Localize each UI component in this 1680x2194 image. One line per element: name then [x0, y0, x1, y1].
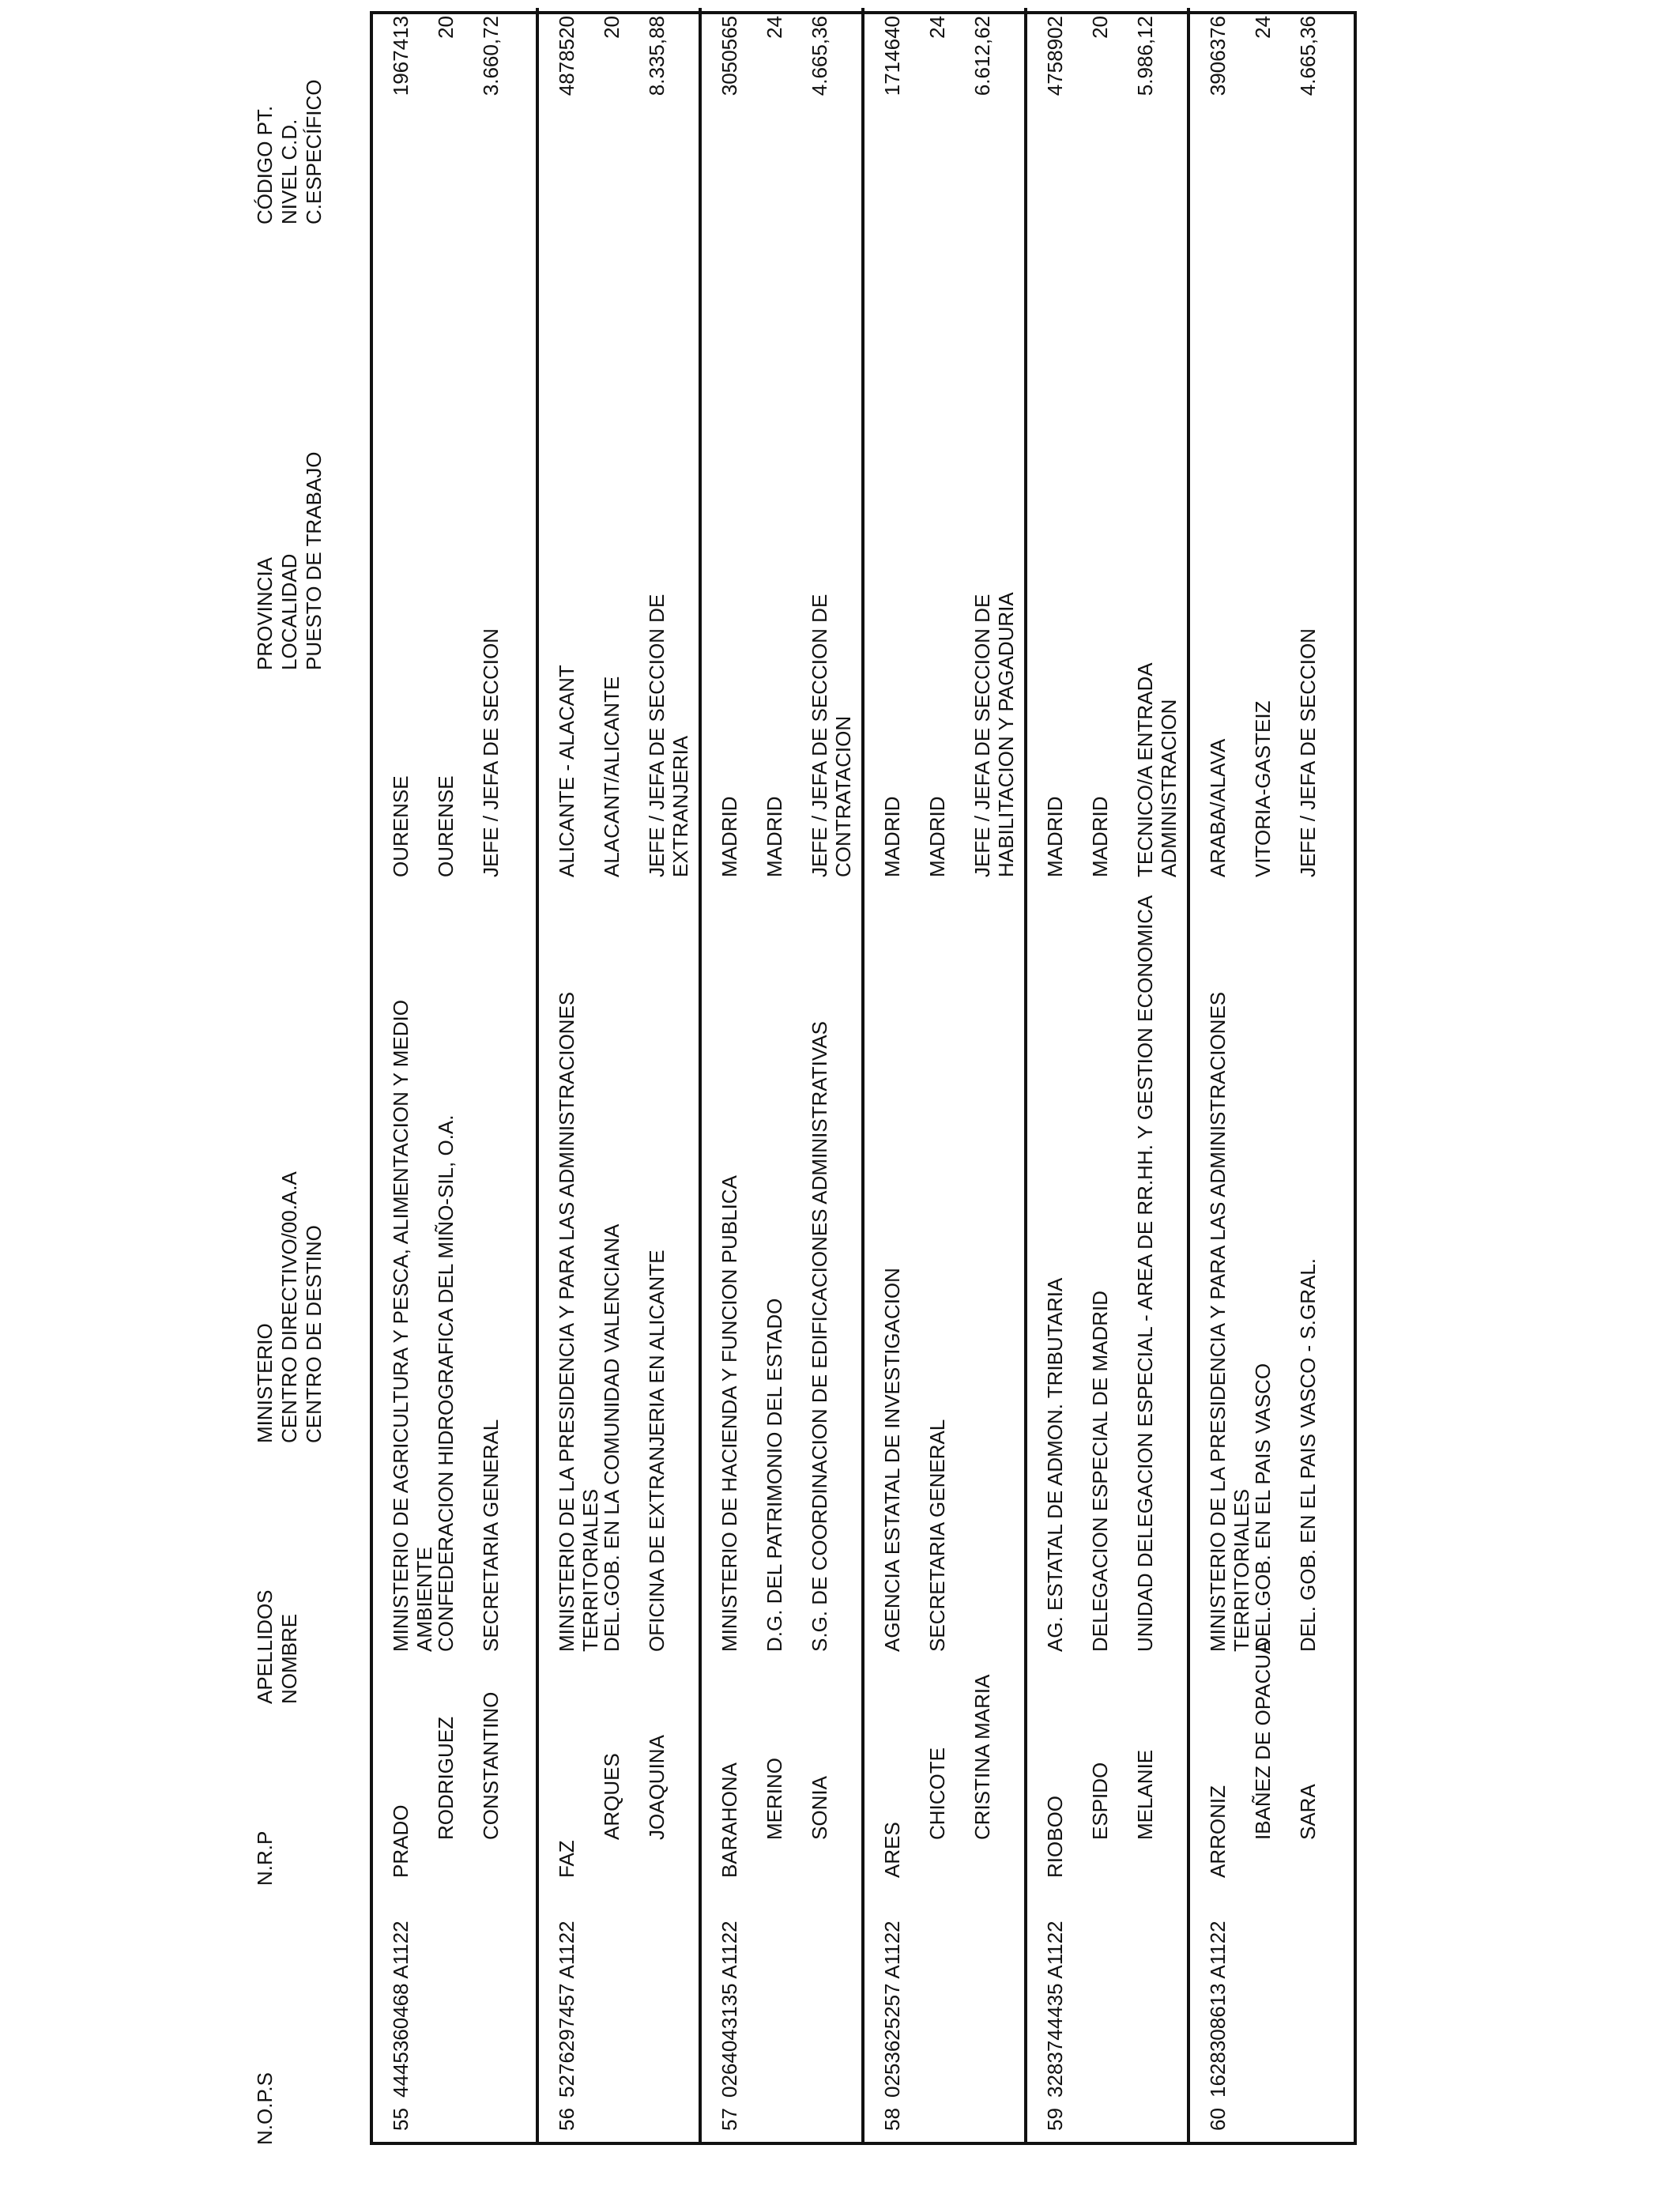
record-apellido2: RODRIGUEZ: [434, 1717, 458, 1840]
header-provincia-line: PROVINCIA: [253, 556, 277, 670]
record-puesto: [1133, 662, 1181, 877]
record-place-line: OURENSE: [434, 775, 458, 877]
record-centro-destino: [479, 1419, 503, 1652]
header-codigo-line: NIVEL C.D.: [277, 119, 301, 224]
record-apellido1: RIOBOO: [1043, 1795, 1067, 1878]
record-apellido1: BARAHONA: [718, 1762, 741, 1878]
record-place-line: ARABA/ALAVA: [1206, 738, 1230, 877]
header-nops-label: N.O.P.S: [253, 2071, 277, 2145]
record-apellido1: ARRONIZ: [1206, 1785, 1230, 1878]
header-ministerio: [253, 1171, 326, 1443]
record-codigo-pt: 3050565: [718, 16, 741, 96]
record-place-line: JEFE / JEFA DE SECCION: [1296, 628, 1320, 877]
record-provincia: [555, 665, 578, 877]
record-place-line: CONTRATACION: [831, 715, 855, 877]
record-nrp: 1628308613 A1122: [1206, 1921, 1230, 2098]
record-puesto: [645, 594, 692, 877]
record-c-especifico: 8.335,88: [645, 16, 669, 96]
record-nombre: CRISTINA MARIA: [970, 1674, 994, 1840]
record-nops: 58: [880, 2108, 904, 2131]
header-codigo-line: C.ESPECÍFICO: [302, 79, 326, 224]
record-place-line: JEFE / JEFA DE SECCION DE: [808, 594, 831, 877]
record-place-line: MADRID: [880, 796, 904, 877]
record-org-line: MINISTERIO DE LA PRESIDENCIA Y PARA LAS ADMINISTRACIONES: [1206, 991, 1230, 1652]
table-record: [699, 8, 864, 2142]
record-c-especifico: 4.665,36: [808, 16, 831, 96]
record-provincia: [718, 796, 741, 877]
record-org-line: MINISTERIO DE LA PRESIDENCIA Y PARA LAS ADMINISTRACIONES: [555, 991, 578, 1652]
record-org-line: DEL.GOB. EN EL PAIS VASCO: [1251, 1363, 1275, 1652]
record-nrp: 5276297457 A1122: [555, 1921, 578, 2098]
record-org-line: SECRETARIA GENERAL: [479, 1419, 503, 1652]
record-org-line: D.G. DEL PATRIMONIO DEL ESTADO: [763, 1298, 786, 1652]
record-org-line: TERRITORIALES: [578, 1488, 602, 1652]
record-c-especifico: 4.665,36: [1296, 16, 1320, 96]
header-apellidos: [253, 1589, 302, 1704]
record-puesto: [479, 628, 503, 877]
record-localidad: [1088, 796, 1112, 877]
record-place-line: MADRID: [1043, 796, 1067, 877]
record-centro-directivo: [1088, 1291, 1112, 1652]
record-centro-destino: [1296, 1258, 1320, 1652]
record-codigo-pt: 4878520: [555, 16, 578, 96]
record-provincia: [389, 775, 412, 877]
header-ministerio-line: CENTRO DIRECTIVO/00.A.A: [277, 1171, 301, 1443]
record-org-line: DELEGACION ESPECIAL DE MADRID: [1088, 1290, 1112, 1652]
record-localidad: [1251, 701, 1275, 877]
record-centro-directivo: [434, 1115, 458, 1652]
record-place-line: MADRID: [763, 796, 786, 877]
record-localidad: [763, 796, 786, 877]
record-apellido2: CHICOTE: [925, 1747, 949, 1840]
record-localidad: [434, 775, 458, 877]
record-org-line: CONFEDERACION HIDROGRAFICA DEL MIÑO-SIL, O.A.: [434, 1114, 458, 1652]
record-ministerio: [718, 1175, 741, 1652]
record-nrp: 0264043135 A1122: [718, 1921, 741, 2098]
record-nivel-cd: 24: [1251, 16, 1275, 39]
record-org-line: DEL. GOB. EN EL PAIS VASCO - S.GRAL.: [1296, 1258, 1320, 1652]
record-codigo-pt: 3906376: [1206, 16, 1230, 96]
record-nivel-cd: 20: [1088, 16, 1112, 39]
record-place-line: TECNICO/A ENTRADA: [1133, 662, 1157, 877]
record-codigo-pt: 4758902: [1043, 16, 1067, 96]
table-record: [1187, 8, 1353, 2142]
record-place-line: ADMINISTRACION: [1157, 699, 1181, 877]
header-apellidos-line: APELLIDOS: [253, 1589, 277, 1704]
table-record: [373, 8, 536, 2142]
record-place-line: ALACANT/ALICANTE: [600, 676, 623, 877]
record-apellido2: IBAÑEZ DE OPACUA: [1251, 1640, 1275, 1840]
header-provincia-line: PUESTO DE TRABAJO: [302, 451, 326, 670]
record-apellido2: ARQUES: [600, 1753, 623, 1840]
record-org-line: AMBIENTE: [412, 1547, 436, 1652]
record-place-line: JEFE / JEFA DE SECCION DE: [970, 594, 994, 877]
record-nivel-cd: 24: [925, 16, 949, 39]
header-apellidos-line: NOMBRE: [277, 1613, 301, 1704]
record-nops: 56: [555, 2108, 578, 2131]
record-nombre: JOAQUINA: [645, 1735, 669, 1840]
record-provincia: [1206, 739, 1230, 877]
header-provincia: [253, 452, 326, 670]
record-nombre: CONSTANTINO: [479, 1691, 503, 1840]
record-place-line: JEFE / JEFA DE SECCION DE: [645, 594, 669, 877]
record-centro-destino: [808, 1021, 831, 1652]
record-place-line: VITORIA-GASTEIZ: [1251, 700, 1275, 877]
record-nrp: 3283744435 A1122: [1043, 1921, 1067, 2098]
record-centro-destino: [645, 1250, 669, 1652]
record-org-line: UNIDAD DELEGACION ESPECIAL - AREA DE RR.HH. Y GESTION ECONOMICA: [1133, 895, 1157, 1652]
record-nivel-cd: 24: [763, 16, 786, 39]
record-nombre: MELANIE: [1133, 1749, 1157, 1840]
record-nops: 57: [718, 2108, 741, 2131]
table-record: [861, 8, 1027, 2142]
record-place-line: OURENSE: [389, 775, 412, 877]
record-centro-directivo: [1251, 1363, 1275, 1652]
header-provincia-line: LOCALIDAD: [277, 553, 301, 670]
record-centro-destino: [1133, 895, 1157, 1652]
record-localidad: [600, 677, 623, 877]
record-org-line: DEL.GOB. EN LA COMUNIDAD VALENCIANA: [600, 1223, 623, 1652]
record-org-line: AGENCIA ESTATAL DE INVESTIGACION: [880, 1268, 904, 1652]
record-provincia: [1043, 796, 1067, 877]
record-place-line: HABILITACION Y PAGADURIA: [994, 592, 1018, 877]
record-place-line: MADRID: [718, 796, 741, 877]
table-record: [1024, 8, 1190, 2142]
record-nivel-cd: 20: [434, 16, 458, 39]
header-ministerio-line: CENTRO DE DESTINO: [302, 1225, 326, 1443]
table-record: [536, 8, 702, 2142]
record-apellido2: MERINO: [763, 1758, 786, 1840]
record-nombre: SARA: [1296, 1784, 1320, 1840]
record-nops: 60: [1206, 2108, 1230, 2131]
record-puesto: [1296, 628, 1320, 877]
record-nops: 55: [389, 2108, 412, 2131]
header-codigo-line: CÓDIGO PT.: [253, 105, 277, 224]
record-org-line: MINISTERIO DE AGRICULTURA Y PESCA, ALIMENTACION Y MEDIO: [389, 1000, 412, 1652]
record-ministerio: [389, 1000, 436, 1652]
record-nops: 59: [1043, 2108, 1067, 2131]
record-nrp: 0253625257 A1122: [880, 1921, 904, 2098]
record-puesto: [970, 592, 1018, 877]
record-nombre: SONIA: [808, 1776, 831, 1840]
record-apellido2: ESPIDO: [1088, 1762, 1112, 1840]
header-codigo: [253, 80, 326, 224]
record-ministerio: [1206, 992, 1253, 1652]
record-place-line: MADRID: [1088, 796, 1112, 877]
record-puesto: [808, 594, 855, 877]
record-provincia: [880, 796, 904, 877]
record-org-line: S.G. DE COORDINACION DE EDIFICACIONES ADMINISTRATIVAS: [808, 1021, 831, 1652]
record-org-line: SECRETARIA GENERAL: [925, 1419, 949, 1652]
record-ministerio: [880, 1268, 904, 1652]
record-centro-directivo: [763, 1299, 786, 1652]
record-ministerio: [1043, 1278, 1067, 1652]
record-place-line: MADRID: [925, 796, 949, 877]
record-c-especifico: 5.986,12: [1133, 16, 1157, 96]
record-place-line: ALICANTE - ALACANT: [555, 665, 578, 877]
record-codigo-pt: 1714640: [880, 16, 904, 96]
record-org-line: AG. ESTATAL DE ADMON. TRIBUTARIA: [1043, 1277, 1067, 1652]
record-org-line: OFICINA DE EXTRANJERIA EN ALICANTE: [645, 1250, 669, 1652]
record-nivel-cd: 20: [600, 16, 623, 39]
header-nrp: [253, 1831, 277, 1886]
record-apellido1: PRADO: [389, 1804, 412, 1878]
record-ministerio: [555, 992, 602, 1652]
header-nrp-label: N.R.P: [253, 1830, 277, 1886]
record-apellido1: FAZ: [555, 1840, 578, 1878]
header-ministerio-line: MINISTERIO: [253, 1323, 277, 1443]
record-org-line: MINISTERIO DE HACIENDA Y FUNCION PUBLICA: [718, 1175, 741, 1652]
record-place-line: EXTRANJERIA: [669, 735, 692, 877]
record-place-line: JEFE / JEFA DE SECCION: [479, 628, 503, 877]
record-centro-directivo: [925, 1419, 949, 1652]
record-c-especifico: 3.660,72: [479, 16, 503, 96]
records-table: [370, 11, 1357, 2145]
record-c-especifico: 6.612,62: [970, 16, 994, 96]
record-org-line: TERRITORIALES: [1230, 1488, 1253, 1652]
record-codigo-pt: 1967413: [389, 16, 412, 96]
record-apellido1: ARES: [880, 1822, 904, 1878]
record-centro-directivo: [600, 1224, 623, 1652]
header-nops: [253, 2072, 277, 2145]
record-nrp: 4445360468 A1122: [389, 1921, 412, 2098]
record-localidad: [925, 796, 949, 877]
